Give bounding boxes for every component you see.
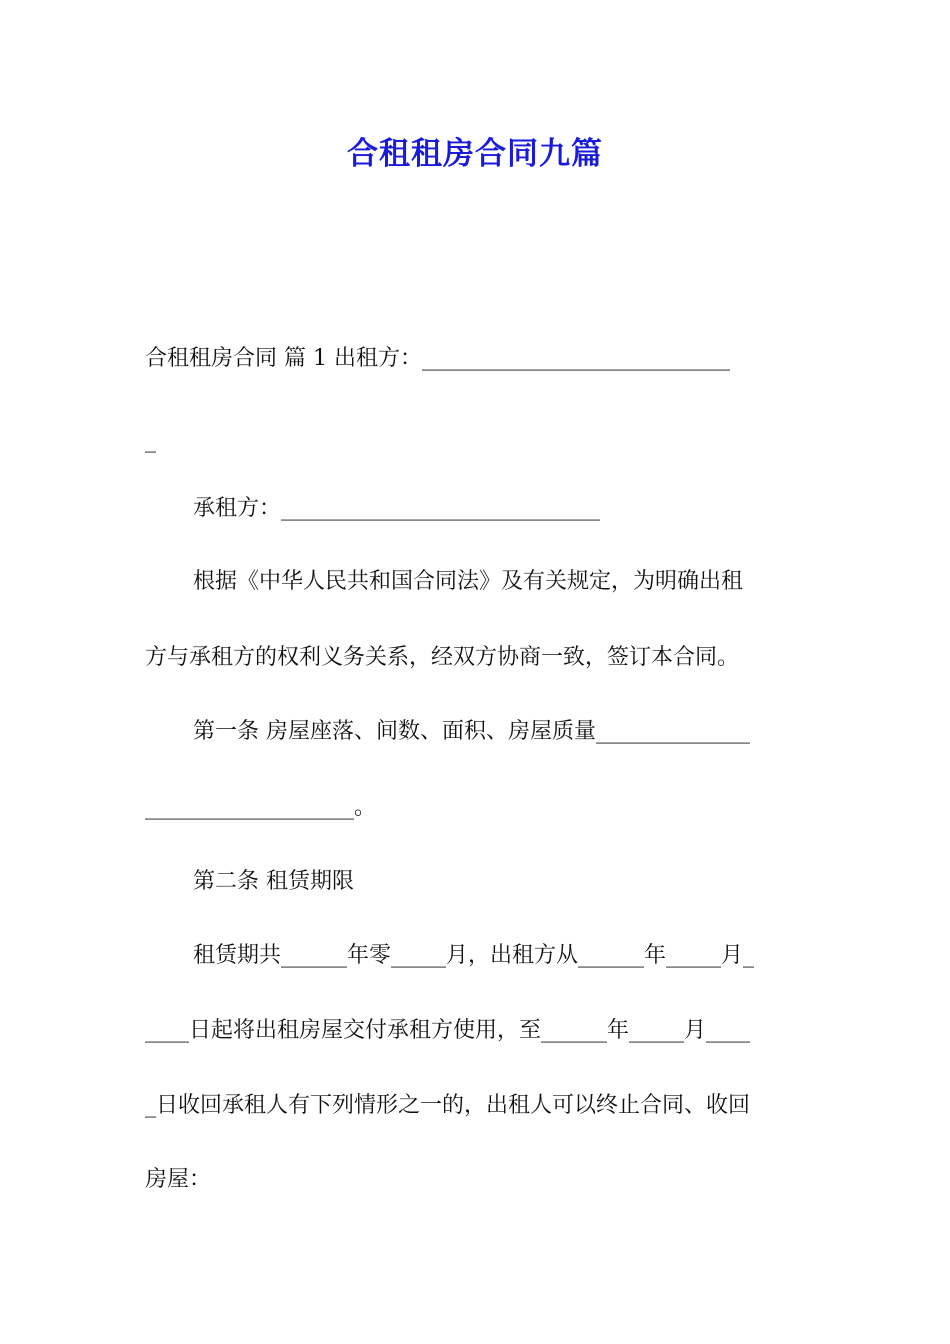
paragraph-line: 租赁期共______年零_____月，出租方从______年_____月_ [193, 943, 755, 968]
paragraph-line: 第二条 租赁期限 [193, 869, 354, 894]
paragraph-line: 方与承租方的权利义务关系，经双方协商一致，签订本合同。 [145, 645, 740, 670]
paragraph-line: ____日起将出租房屋交付承租方使用，至______年_____月____ [145, 1018, 751, 1043]
document-title: 合租租房合同九篇 [347, 136, 603, 172]
paragraph-line: 房屋： [145, 1167, 212, 1192]
paragraph-line: _日收回承租人有下列情形之一的，出租人可以终止合同、收回 [145, 1093, 751, 1118]
paragraph-line: _ [145, 428, 156, 453]
paragraph-line: 合租租房合同 篇 1 出租方：____________________________ [145, 346, 730, 371]
paragraph-line: 承租方：_____________________________ [193, 496, 601, 521]
paragraph-line: ___________________。 [145, 795, 377, 820]
paragraph-line: 根据《中华人民共和国合同法》及有关规定，为明确出租 [193, 569, 744, 594]
paragraph-line: 第一条 房屋座落、间数、面积、房屋质量______________ [193, 719, 750, 744]
